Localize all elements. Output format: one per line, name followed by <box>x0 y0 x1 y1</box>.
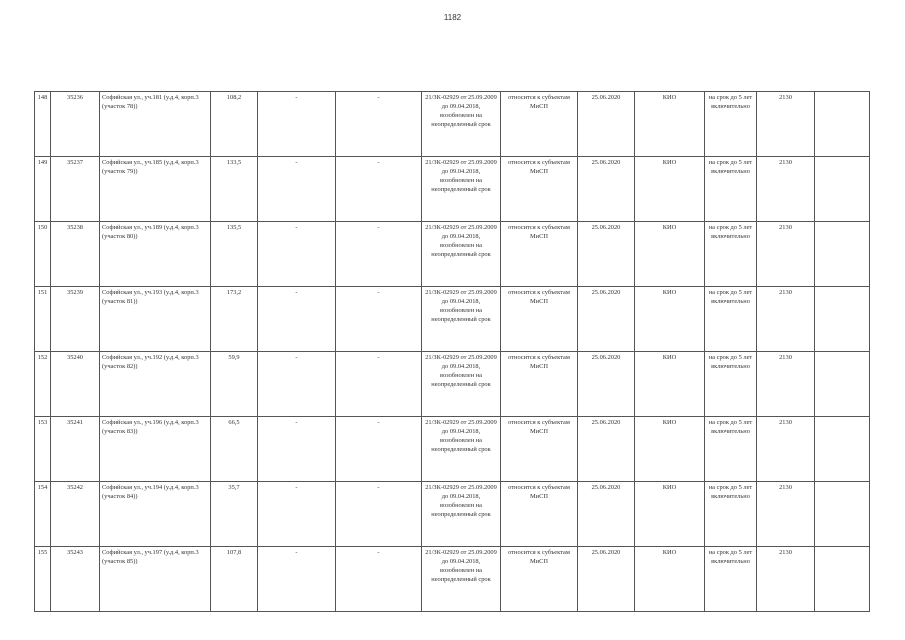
contract-details: 21/ЗК-02929 от 25.09.2009 до 09.04.2018, возобновлен на неопределенный срок <box>422 547 501 612</box>
object-area: 35,7 <box>211 482 258 547</box>
column-6-value: - <box>336 547 422 612</box>
object-area: 66,5 <box>211 417 258 482</box>
object-address: Софийская ул., уч.185 (у.д.4, корп.3 (участок 79)) <box>100 157 211 222</box>
code-value: 2130 <box>757 417 815 482</box>
empty-cell <box>815 547 870 612</box>
object-code: 35240 <box>51 352 100 417</box>
empty-cell <box>815 417 870 482</box>
column-5-value: - <box>258 92 336 157</box>
object-code: 35243 <box>51 547 100 612</box>
row-number: 151 <box>35 287 51 352</box>
column-5-value: - <box>258 352 336 417</box>
object-address: Софийская ул., уч.189 (у.д.4, корп.3 (участок 80)) <box>100 222 211 287</box>
table-row <box>35 547 870 612</box>
empty-cell <box>815 482 870 547</box>
object-address: Софийская ул., уч.194 (у.д.4, корп.3 (участок 84)) <box>100 482 211 547</box>
table-body <box>35 92 870 612</box>
subject-category: относится к субъектам МиСП <box>501 352 578 417</box>
row-number: 154 <box>35 482 51 547</box>
organization: КИО <box>635 352 705 417</box>
lease-term: на срок до 5 лет включительно <box>705 222 757 287</box>
contract-details: 21/ЗК-02929 от 25.09.2009 до 09.04.2018, возобновлен на неопределенный срок <box>422 417 501 482</box>
organization: КИО <box>635 92 705 157</box>
object-address: Софийская ул., уч.192 (у.д.4, корп.3 (участок 82)) <box>100 352 211 417</box>
code-value: 2130 <box>757 92 815 157</box>
table-row <box>35 222 870 287</box>
record-date: 25.06.2020 <box>578 352 635 417</box>
table-row <box>35 157 870 222</box>
lease-term: на срок до 5 лет включительно <box>705 157 757 222</box>
column-6-value: - <box>336 92 422 157</box>
record-date: 25.06.2020 <box>578 92 635 157</box>
table-row <box>35 287 870 352</box>
record-date: 25.06.2020 <box>578 482 635 547</box>
object-area: 173,2 <box>211 287 258 352</box>
registry-table <box>34 91 870 612</box>
column-5-value: - <box>258 482 336 547</box>
contract-details: 21/ЗК-02929 от 25.09.2009 до 09.04.2018, возобновлен на неопределенный срок <box>422 287 501 352</box>
subject-category: относится к субъектам МиСП <box>501 547 578 612</box>
row-number: 149 <box>35 157 51 222</box>
organization: КИО <box>635 222 705 287</box>
code-value: 2130 <box>757 287 815 352</box>
code-value: 2130 <box>757 157 815 222</box>
column-6-value: - <box>336 352 422 417</box>
object-address: Софийская ул., уч.193 (у.д.4, корп.3 (участок 81)) <box>100 287 211 352</box>
column-6-value: - <box>336 482 422 547</box>
object-area: 107,8 <box>211 547 258 612</box>
object-code: 35242 <box>51 482 100 547</box>
subject-category: относится к субъектам МиСП <box>501 92 578 157</box>
object-address: Софийская ул., уч.197 (у.д.4, корп.3 (участок 85)) <box>100 547 211 612</box>
lease-term: на срок до 5 лет включительно <box>705 92 757 157</box>
page-number: 1182 <box>443 13 462 22</box>
lease-term: на срок до 5 лет включительно <box>705 352 757 417</box>
code-value: 2130 <box>757 352 815 417</box>
record-date: 25.06.2020 <box>578 547 635 612</box>
object-code: 35238 <box>51 222 100 287</box>
organization: КИО <box>635 547 705 612</box>
contract-details: 21/ЗК-02929 от 25.09.2009 до 09.04.2018, возобновлен на неопределенный срок <box>422 352 501 417</box>
subject-category: относится к субъектам МиСП <box>501 482 578 547</box>
object-area: 108,2 <box>211 92 258 157</box>
table-row <box>35 92 870 157</box>
row-number: 153 <box>35 417 51 482</box>
code-value: 2130 <box>757 222 815 287</box>
object-area: 133,5 <box>211 157 258 222</box>
code-value: 2130 <box>757 547 815 612</box>
column-5-value: - <box>258 417 336 482</box>
empty-cell <box>815 157 870 222</box>
subject-category: относится к субъектам МиСП <box>501 157 578 222</box>
empty-cell <box>815 352 870 417</box>
object-area: 59,9 <box>211 352 258 417</box>
code-value: 2130 <box>757 482 815 547</box>
object-address: Софийская ул., уч.181 (у.д.4, корп.3 (участок 78)) <box>100 92 211 157</box>
record-date: 25.06.2020 <box>578 287 635 352</box>
column-6-value: - <box>336 417 422 482</box>
subject-category: относится к субъектам МиСП <box>501 222 578 287</box>
row-number: 150 <box>35 222 51 287</box>
object-code: 35236 <box>51 92 100 157</box>
lease-term: на срок до 5 лет включительно <box>705 287 757 352</box>
organization: КИО <box>635 157 705 222</box>
column-6-value: - <box>336 222 422 287</box>
table-row <box>35 482 870 547</box>
organization: КИО <box>635 417 705 482</box>
subject-category: относится к субъектам МиСП <box>501 417 578 482</box>
row-number: 152 <box>35 352 51 417</box>
column-5-value: - <box>258 547 336 612</box>
object-code: 35239 <box>51 287 100 352</box>
contract-details: 21/ЗК-02929 от 25.09.2009 до 09.04.2018, возобновлен на неопределенный срок <box>422 222 501 287</box>
contract-details: 21/ЗК-02929 от 25.09.2009 до 09.04.2018, возобновлен на неопределенный срок <box>422 482 501 547</box>
object-code: 35237 <box>51 157 100 222</box>
empty-cell <box>815 222 870 287</box>
row-number: 148 <box>35 92 51 157</box>
object-area: 135,5 <box>211 222 258 287</box>
row-number: 155 <box>35 547 51 612</box>
object-address: Софийская ул., уч.196 (у.д.4, корп.3 (участок 83)) <box>100 417 211 482</box>
empty-cell <box>815 92 870 157</box>
column-6-value: - <box>336 287 422 352</box>
record-date: 25.06.2020 <box>578 222 635 287</box>
record-date: 25.06.2020 <box>578 417 635 482</box>
record-date: 25.06.2020 <box>578 157 635 222</box>
column-5-value: - <box>258 222 336 287</box>
column-6-value: - <box>336 157 422 222</box>
table-row <box>35 352 870 417</box>
object-code: 35241 <box>51 417 100 482</box>
column-5-value: - <box>258 157 336 222</box>
table-row <box>35 417 870 482</box>
contract-details: 21/ЗК-02929 от 25.09.2009 до 09.04.2018, возобновлен на неопределенный срок <box>422 92 501 157</box>
column-5-value: - <box>258 287 336 352</box>
empty-cell <box>815 287 870 352</box>
subject-category: относится к субъектам МиСП <box>501 287 578 352</box>
organization: КИО <box>635 482 705 547</box>
lease-term: на срок до 5 лет включительно <box>705 482 757 547</box>
contract-details: 21/ЗК-02929 от 25.09.2009 до 09.04.2018, возобновлен на неопределенный срок <box>422 157 501 222</box>
lease-term: на срок до 5 лет включительно <box>705 547 757 612</box>
lease-term: на срок до 5 лет включительно <box>705 417 757 482</box>
organization: КИО <box>635 287 705 352</box>
